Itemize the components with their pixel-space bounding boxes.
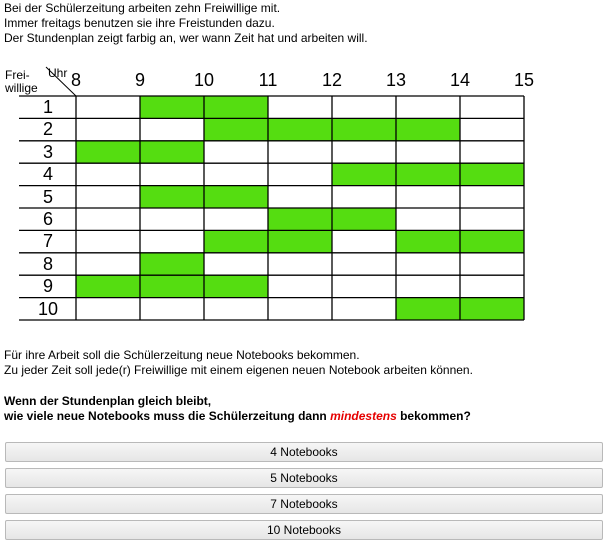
availability-cell — [332, 208, 396, 230]
availability-cell — [76, 275, 140, 297]
hour-tick-label: 9 — [134, 70, 145, 90]
hour-tick-label: 11 — [258, 70, 278, 90]
question-text: wie viele neue Notebooks muss die Schülerzeitung dann — [4, 409, 331, 423]
availability-cell — [268, 208, 332, 230]
availability-cell — [396, 163, 460, 185]
availability-cell — [332, 163, 396, 185]
info-line-2: Zu jeder Zeit soll jede(r) Freiwillige mit einem eigenen neuen Notebook arbeiten können. — [4, 363, 473, 377]
availability-cell — [204, 275, 268, 297]
volunteer-label: 1 — [42, 97, 53, 117]
availability-cell — [140, 141, 204, 163]
availability-cell — [268, 230, 332, 252]
hour-tick-label: 13 — [385, 70, 407, 90]
volunteer-label: 7 — [42, 231, 53, 252]
question-emphasis: mindestens — [330, 409, 397, 423]
availability-cell — [140, 96, 204, 118]
question-line-2 — [4, 409, 471, 424]
availability-cell — [460, 230, 524, 252]
intro-line-1: Bei der Schülerzeitung arbeiten zehn Freiwillige mit. — [4, 1, 281, 15]
volunteer-label: 9 — [42, 276, 53, 297]
volunteer-label: 4 — [42, 164, 53, 185]
column-header-label: Uhr — [48, 66, 68, 80]
hour-tick-label: 12 — [321, 70, 343, 90]
question — [4, 394, 471, 424]
availability-cell — [460, 298, 524, 320]
info-paragraph — [4, 348, 473, 378]
intro-line-3: Der Stundenplan zeigt farbig an, wer wann Zeit hat und arbeiten will. — [4, 31, 368, 45]
volunteer-label: 8 — [42, 253, 53, 274]
availability-cell — [460, 163, 524, 185]
hour-tick-label: 15 — [513, 70, 535, 90]
answer-button-1[interactable]: 4 Notebooks — [5, 442, 603, 462]
availability-cell — [204, 96, 268, 118]
availability-cell — [140, 186, 204, 208]
volunteer-label: 10 — [37, 298, 59, 319]
availability-cell — [76, 141, 140, 163]
info-line-1: Für ihre Arbeit soll die Schülerzeitung neue Notebooks bekommen. — [4, 348, 360, 362]
answer-button-2[interactable]: 5 Notebooks — [5, 468, 603, 488]
volunteer-label: 2 — [42, 119, 53, 140]
availability-cell — [204, 118, 268, 140]
question-line-1: Wenn der Stundenplan gleich bleibt, — [4, 394, 212, 408]
availability-cell — [204, 186, 268, 208]
availability-cell — [268, 118, 332, 140]
availability-cell — [396, 118, 460, 140]
availability-cell — [332, 118, 396, 140]
volunteer-label: 5 — [42, 186, 53, 207]
intro-line-2: Immer freitags benutzen sie ihre Freistunden dazu. — [4, 16, 275, 30]
question-text-end: bekommen? — [396, 409, 471, 423]
answer-button-4[interactable]: 10 Notebooks — [5, 520, 603, 540]
availability-cell — [140, 253, 204, 275]
hour-tick-label: 10 — [193, 70, 215, 90]
row-header-label-2: willige — [5, 81, 38, 95]
row-header-label-1: Frei- — [5, 68, 30, 82]
availability-cell — [204, 230, 268, 252]
availability-cell — [140, 275, 204, 297]
availability-cell — [396, 230, 460, 252]
answer-button-3[interactable]: 7 Notebooks — [5, 494, 603, 514]
availability-cell — [396, 298, 460, 320]
hour-tick-label: 8 — [70, 70, 81, 90]
volunteer-label: 3 — [42, 141, 53, 162]
hour-tick-label: 14 — [449, 70, 471, 90]
header-divider-line — [46, 67, 76, 96]
volunteer-label: 6 — [42, 209, 53, 229]
